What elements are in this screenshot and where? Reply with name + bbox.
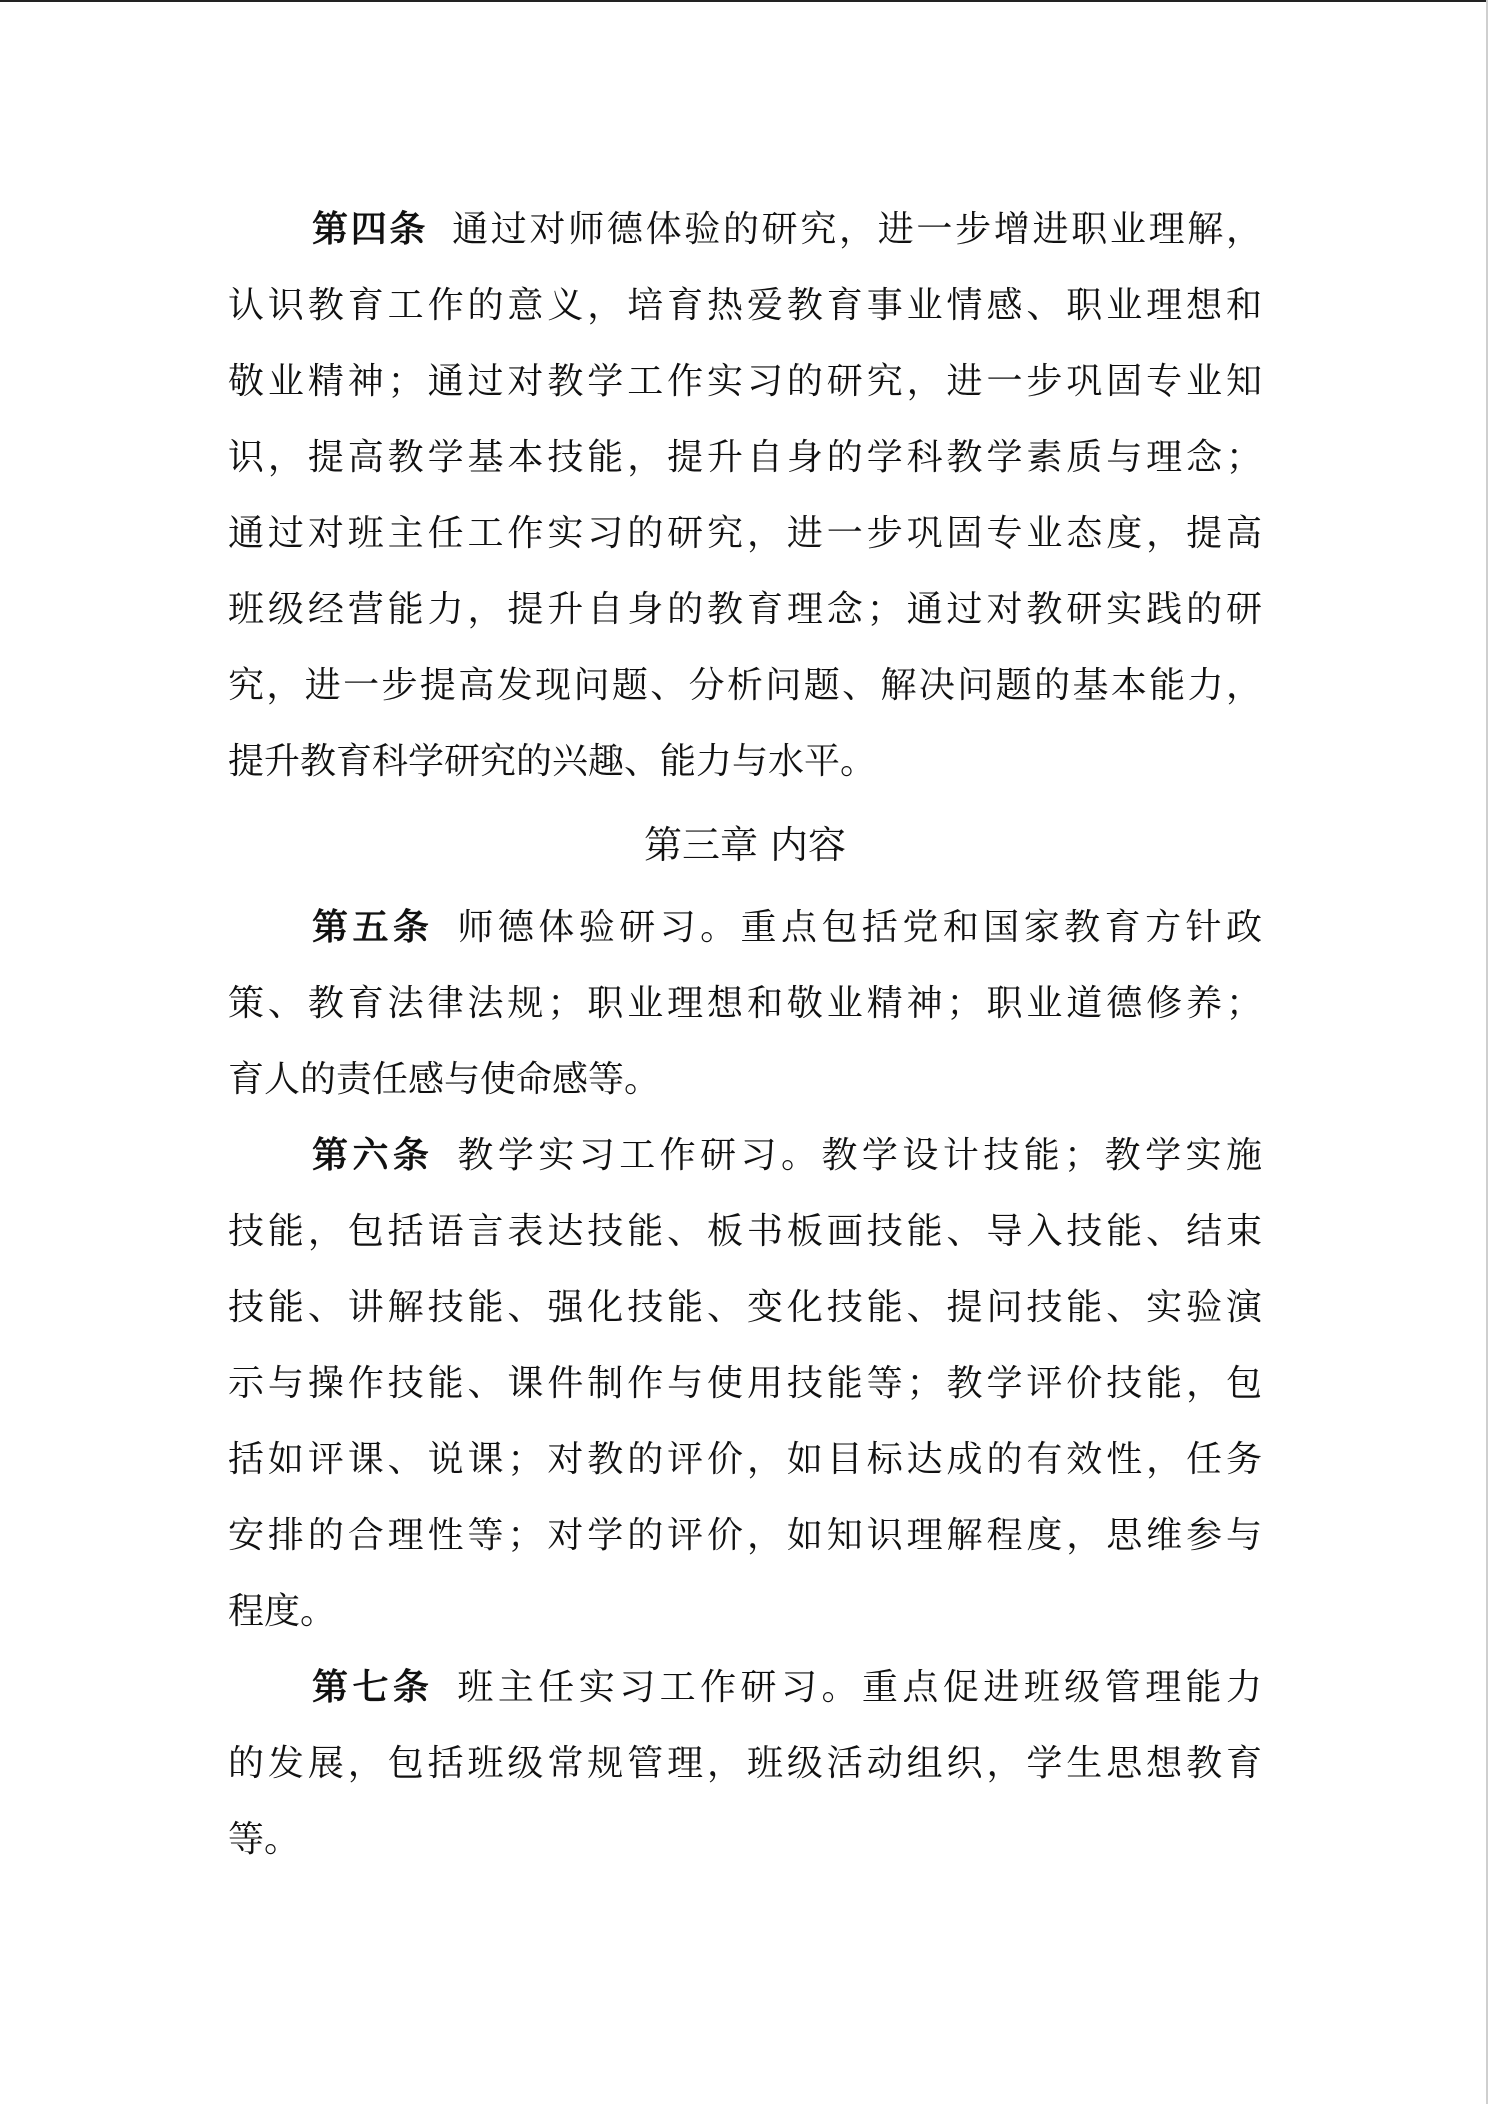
article-6-line-4: 示与操作技能、课件制作与使用技能等；教学评价技能，包: [228, 1363, 1262, 1404]
article-7-text-1: 班主任实习工作研习。重点促进班级管理能力: [457, 1667, 1262, 1708]
article-5-line-3: 育人的责任感与使命感等。: [228, 1059, 661, 1100]
article-5-text-1: 师德体验研习。重点包括党和国家教育方针政: [457, 907, 1262, 948]
article-4-line-2: 认识教育工作的意义，培育热爱教育事业情感、职业理想和: [228, 285, 1262, 326]
article-6-text-1: 教学实习工作研习。教学设计技能；教学实施: [457, 1135, 1262, 1176]
article-6-label: 第六条: [312, 1135, 434, 1176]
article-4-label: 第四条: [312, 209, 429, 250]
article-7: [228, 1650, 1262, 1878]
article-6-line-5: 括如评课、说课；对教的评价，如目标达成的有效性，任务: [228, 1439, 1262, 1480]
chapter-heading: 第三章 内容: [643, 823, 847, 867]
article-4-line-6: 班级经营能力，提升自身的教育理念；通过对教研实践的研: [228, 589, 1262, 630]
article-4-line-1: [228, 192, 1262, 268]
page-top-border: [0, 0, 1488, 2]
article-5: [228, 890, 1262, 1118]
article-6-line-7: 程度。: [228, 1591, 337, 1632]
article-4-text-1: 通过对师德体验的研究，进一步增进职业理解，: [452, 209, 1262, 250]
article-4-line-8: 提升教育科学研究的兴趣、能力与水平。: [228, 741, 877, 782]
article-6-line-1: [228, 1118, 1262, 1194]
article-6-line-3: 技能、讲解技能、强化技能、变化技能、提问技能、实验演: [228, 1287, 1262, 1328]
document-body: [228, 192, 1262, 1878]
article-7-line-3: 等。: [228, 1819, 301, 1860]
article-7-label: 第七条: [312, 1667, 434, 1708]
article-4-line-7: 究，进一步提高发现问题、分析问题、解决问题的基本能力，: [228, 665, 1262, 706]
article-5-label: 第五条: [312, 907, 434, 948]
article-5-line-1: [228, 890, 1262, 966]
article-6-line-2: 技能，包括语言表达技能、板书板画技能、导入技能、结束: [228, 1211, 1262, 1252]
article-4-line-5: 通过对班主任工作实习的研究，进一步巩固专业态度，提高: [228, 513, 1262, 554]
article-5-line-2: 策、教育法律法规；职业理想和敬业精神；职业道德修养；: [228, 983, 1262, 1024]
article-6-line-6: 安排的合理性等；对学的评价，如知识理解程度，思维参与: [228, 1515, 1262, 1556]
article-4-line-3: 敬业精神；通过对教学工作实习的研究，进一步巩固专业知: [228, 361, 1262, 402]
article-4: [228, 192, 1262, 800]
article-4-line-4: 识，提高教学基本技能，提升自身的学科教学素质与理念；: [228, 437, 1262, 478]
article-7-line-1: [228, 1650, 1262, 1726]
article-6: [228, 1118, 1262, 1650]
article-7-line-2: 的发展，包括班级常规管理，班级活动组织，学生思想教育: [228, 1743, 1262, 1784]
